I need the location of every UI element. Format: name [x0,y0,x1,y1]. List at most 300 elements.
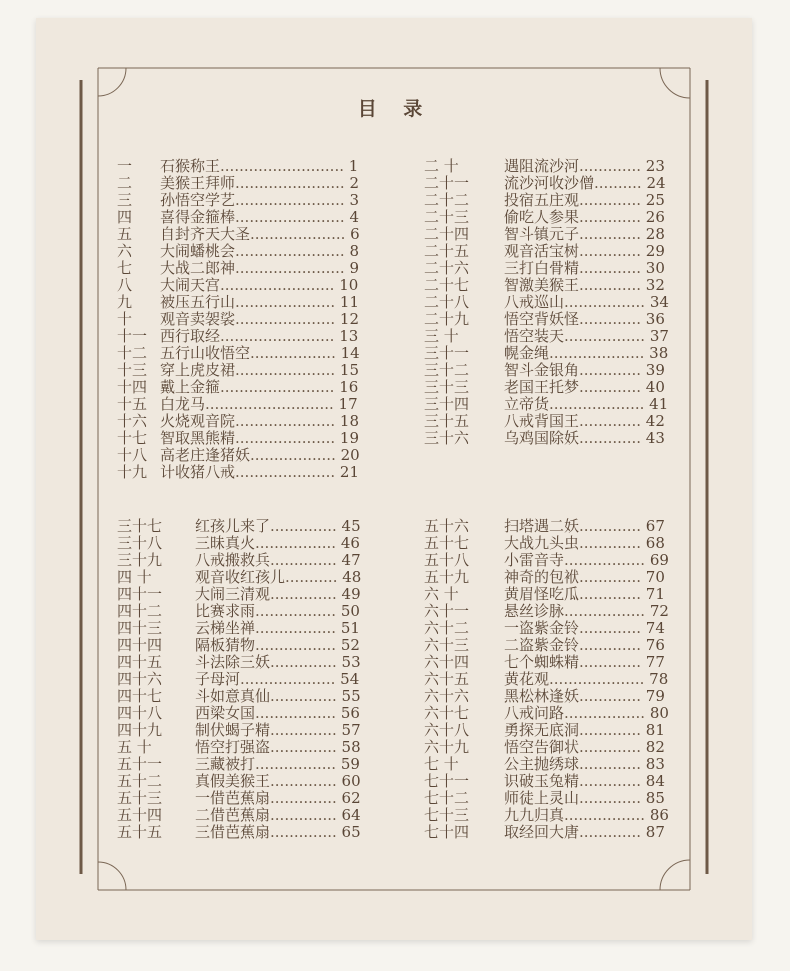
leader-dots: .............. [270,772,342,790]
page-number: 29 [645,242,665,260]
chapter-title: 大闹三清观 [195,585,271,603]
leader-dots: ..................... [235,463,340,481]
chapter-title: 斗如意真仙 [195,687,271,705]
chapter-number: 四十三 [117,619,163,637]
leader-dots: .............. [270,585,342,603]
leader-dots: ....................... [235,208,350,226]
toc-entry[interactable] [424,824,674,841]
chapter-title-with-page [504,535,665,552]
chapter-number: 三 [117,191,133,209]
page-number: 82 [645,738,665,756]
chapter-title-with-page [504,396,668,413]
page-number: 77 [645,653,665,671]
toc-entry[interactable] [424,637,674,654]
toc-entry[interactable] [424,311,674,328]
chapter-number: 四 [117,208,133,226]
chapter-number: 四十六 [117,670,163,688]
chapter-title-with-page [195,518,361,535]
toc-entry[interactable] [424,807,674,824]
leader-dots: ............. [579,687,646,705]
chapter-title-with-page [195,756,360,773]
page-title: 目 录 [357,98,433,120]
page-number: 49 [341,585,361,603]
chapter-number: 七十四 [424,823,470,841]
chapter-number: 五十八 [424,551,470,569]
leader-dots: .............. [270,738,342,756]
chapter-number: 三十七 [117,517,163,535]
leader-dots: ............. [579,721,646,739]
toc-entry[interactable] [117,535,367,552]
chapter-number: 五十七 [424,534,470,552]
chapter-number: 四 十 [117,568,152,586]
chapter-title: 美猴王拜师 [160,174,236,192]
leader-dots: ............. [579,157,646,175]
chapter-number: 二十三 [424,208,470,226]
toc-entry[interactable] [424,294,674,311]
toc-entry[interactable] [117,379,367,396]
toc-entry[interactable] [424,722,674,739]
chapter-title-with-page [195,637,360,654]
leader-dots: ................. [564,293,650,311]
toc-entry[interactable] [117,569,367,586]
leader-dots: ................. [564,806,650,824]
page-number: 58 [341,738,361,756]
page-number: 83 [645,755,665,773]
toc-entry[interactable] [117,807,367,824]
toc-entry[interactable] [117,552,367,569]
chapter-title-with-page [160,243,359,260]
leader-dots: ................. [255,636,341,654]
leader-dots: ................. [564,704,650,722]
page-number: 20 [340,446,360,464]
page-number: 12 [339,310,360,328]
chapter-title: 八戒巡山 [504,293,565,311]
chapter-title: 小雷音寺 [504,551,565,569]
leader-dots: ..................... [235,310,340,328]
toc-entry[interactable] [117,175,367,192]
page-number: 81 [645,721,665,739]
leader-dots: ............. [579,755,646,773]
chapter-number: 六十二 [424,619,470,637]
chapter-title: 七个蜘蛛精 [504,653,580,671]
chapter-title: 石猴称王 [160,157,221,175]
chapter-number: 三十九 [117,551,163,569]
leader-dots: ............. [579,636,646,654]
chapter-number: 五十五 [117,823,163,841]
leader-dots: ............. [579,378,646,396]
chapter-number: 四十七 [117,687,163,705]
page-number: 62 [341,789,361,807]
chapter-title-with-page [504,637,665,654]
toc-entry[interactable] [117,756,367,773]
chapter-number: 三十五 [424,412,470,430]
page-number: 72 [649,602,669,620]
page-number: 37 [649,327,669,345]
page-number: 71 [645,585,665,603]
leader-dots: ............. [579,789,646,807]
page-number: 59 [340,755,360,773]
page-number: 84 [645,772,665,790]
chapter-title: 被压五行山 [160,293,236,311]
chapter-number: 六 十 [424,585,459,603]
toc-entry[interactable] [424,328,674,345]
page-number: 15 [339,361,360,379]
chapter-title-with-page [504,328,669,345]
page-number: 4 [349,208,359,226]
chapter-title-with-page [195,790,361,807]
chapter-number: 十七 [117,429,148,447]
toc-entry[interactable] [424,671,674,688]
chapter-title: 悟空告御状 [504,738,580,756]
page-number: 3 [349,191,359,209]
toc-entry[interactable] [117,209,367,226]
leader-dots: ............. [579,429,646,447]
leader-dots: ............. [579,191,646,209]
chapter-title: 高老庄逢猪妖 [160,446,251,464]
page-number: 67 [645,517,665,535]
chapter-title-with-page [160,175,359,192]
leader-dots: ............. [579,208,646,226]
chapter-title-with-page [504,362,665,379]
chapter-title-with-page [504,518,665,535]
chapter-number: 十 [117,310,133,328]
toc-entry[interactable] [117,603,367,620]
toc-entry[interactable] [424,345,674,362]
toc-entry[interactable] [117,824,367,841]
leader-dots: .................... [250,225,351,243]
chapter-title-with-page [504,654,665,671]
leader-dots: ....................... [235,259,350,277]
chapter-number: 十二 [117,344,148,362]
chapter-title-with-page [504,226,665,243]
toc-entry[interactable] [424,603,674,620]
chapter-number: 二十八 [424,293,470,311]
chapter-title: 智取黑熊精 [160,429,236,447]
toc-entry[interactable] [424,379,674,396]
chapter-title: 白龙马 [160,395,206,413]
toc-entry[interactable] [117,654,367,671]
page-number: 68 [645,534,665,552]
chapter-title: 二盗紫金铃 [504,636,580,654]
chapter-number: 一 [117,157,133,175]
leader-dots: .................... [240,670,341,688]
page-number: 2 [349,174,359,192]
page-number: 48 [342,568,362,586]
chapter-title: 三藏被打 [195,755,256,773]
chapter-title: 一盗紫金铃 [504,619,580,637]
leader-dots: ............. [579,738,646,756]
page-number: 14 [340,344,360,362]
chapter-title-with-page [160,158,358,175]
chapter-title-with-page [504,586,665,603]
toc-entry[interactable] [424,209,674,226]
chapter-title: 隔板猜物 [195,636,256,654]
chapter-title: 悟空打强盗 [195,738,271,756]
chapter-number: 三 十 [424,327,459,345]
page-number: 55 [341,687,361,705]
page-number: 9 [349,259,359,277]
toc-entry[interactable] [117,773,367,790]
leader-dots: ............. [579,772,646,790]
chapter-title-with-page [195,688,361,705]
toc-entry[interactable] [117,226,367,243]
toc-entry[interactable] [117,243,367,260]
page-number: 69 [649,551,669,569]
chapter-title-with-page [504,807,669,824]
chapter-title: 悟空装天 [504,327,565,345]
toc-entry[interactable] [424,552,674,569]
toc-entry[interactable] [424,688,674,705]
toc-column [117,158,367,481]
toc-entry[interactable] [424,362,674,379]
page-number: 34 [649,293,669,311]
toc-entry[interactable] [424,396,674,413]
chapter-number: 五十二 [117,772,163,790]
chapter-title: 悬丝诊脉 [504,602,565,620]
chapter-number: 十三 [117,361,148,379]
chapter-title-with-page [195,654,361,671]
chapter-number: 三十四 [424,395,470,413]
toc-entry[interactable] [117,362,367,379]
chapter-number: 四十一 [117,585,163,603]
chapter-title-with-page [504,773,665,790]
toc-entry[interactable] [424,260,674,277]
chapter-title: 五行山收悟空 [160,344,251,362]
chapter-title: 八戒问路 [504,704,565,722]
toc-entry[interactable] [424,569,674,586]
chapter-number: 七 十 [424,755,459,773]
page-number: 26 [645,208,665,226]
chapter-title-with-page [160,345,360,362]
toc-entry[interactable] [424,705,674,722]
chapter-title: 大战二郎神 [160,259,236,277]
leader-dots: ............. [579,242,646,260]
chapter-title: 黑松林逢妖 [504,687,580,705]
page-number: 40 [645,378,665,396]
page-number: 87 [645,823,665,841]
leader-dots: ............. [579,585,646,603]
leader-dots: ............. [579,568,646,586]
toc-entry[interactable] [424,739,674,756]
chapter-number: 七 [117,259,133,277]
page-number: 78 [649,670,669,688]
chapter-title: 火烧观音院 [160,412,236,430]
toc-entry[interactable] [424,226,674,243]
leader-dots: ............. [579,653,646,671]
chapter-number: 六十八 [424,721,470,739]
page-number: 54 [340,670,360,688]
chapter-title: 幌金绳 [504,344,550,362]
leader-dots: .................... [549,344,650,362]
toc-entry[interactable] [424,654,674,671]
chapter-title-with-page [504,688,665,705]
chapter-number: 十四 [117,378,148,396]
page-number: 41 [649,395,669,413]
chapter-title: 制伏蝎子精 [195,721,271,739]
page-number: 17 [338,395,358,413]
toc-entry[interactable] [117,722,367,739]
chapter-number: 三十二 [424,361,470,379]
toc-entry[interactable] [117,413,367,430]
toc-entry[interactable] [117,260,367,277]
toc-entry[interactable] [424,243,674,260]
toc-entry[interactable] [424,175,674,192]
leader-dots: ................. [255,619,341,637]
toc-entry[interactable] [424,790,674,807]
leader-dots: ..................... [235,361,340,379]
chapter-number: 十六 [117,412,148,430]
leader-dots: ................. [255,602,341,620]
chapter-title: 黄花观 [504,670,550,688]
toc-entry[interactable] [424,773,674,790]
chapter-number: 五十三 [117,789,163,807]
chapter-title-with-page [195,552,361,569]
chapter-number: 三十一 [424,344,470,362]
toc-entry[interactable] [117,328,367,345]
toc-entry[interactable] [117,447,367,464]
chapter-title-with-page [504,277,665,294]
toc-entry[interactable] [117,637,367,654]
chapter-title: 喜得金箍棒 [160,208,236,226]
page-number: 51 [340,619,360,637]
page-number: 42 [645,412,665,430]
toc-entry[interactable] [424,430,674,447]
chapter-number: 七十二 [424,789,470,807]
toc-entry[interactable] [424,277,674,294]
chapter-title-with-page [504,552,669,569]
chapter-title-with-page [504,824,665,841]
page-number: 21 [339,463,360,481]
toc-entry[interactable] [117,430,367,447]
toc-entry[interactable] [117,192,367,209]
chapter-title-with-page [504,243,665,260]
toc-entry[interactable] [117,396,367,413]
chapter-number: 二 十 [424,157,459,175]
page-number: 24 [646,174,666,192]
toc-entry[interactable] [117,464,367,481]
chapter-title: 神奇的包袱 [504,568,580,586]
chapter-number: 四十四 [117,636,163,654]
toc-entry[interactable] [424,620,674,637]
leader-dots: ........................ [220,276,340,294]
toc-column [424,518,674,841]
chapter-title: 红孩儿来了 [195,517,271,535]
chapter-title-with-page [504,311,665,328]
chapter-title-with-page [504,430,665,447]
page-number: 53 [341,653,361,671]
toc-entry[interactable] [117,158,367,175]
leader-dots: .............. [270,653,342,671]
chapter-title: 师徒上灵山 [504,789,580,807]
chapter-title-with-page [504,192,665,209]
leader-dots: ............. [579,225,646,243]
chapter-title: 大战九头虫 [504,534,580,552]
chapter-number: 五十九 [424,568,470,586]
chapter-number: 四十二 [117,602,163,620]
page-number: 64 [341,806,361,824]
chapter-title: 二借芭蕉扇 [195,806,271,824]
toc-entry[interactable] [424,756,674,773]
toc-entry[interactable] [424,535,674,552]
toc-entry[interactable] [424,518,674,535]
chapter-title: 黄眉怪吃瓜 [504,585,580,603]
leader-dots: ........................... [205,395,339,413]
toc-entry[interactable] [117,345,367,362]
leader-dots: .......... [594,174,647,192]
chapter-title: 悟空背妖怪 [504,310,580,328]
chapter-title: 穿上虎皮裙 [160,361,236,379]
chapter-title: 投宿五庄观 [504,191,580,209]
chapter-number: 十五 [117,395,148,413]
chapter-title: 戴上金箍 [160,378,221,396]
chapter-number: 四十五 [117,653,163,671]
toc-entry[interactable] [117,739,367,756]
toc-entry[interactable] [117,620,367,637]
chapter-number: 六十六 [424,687,470,705]
chapter-title-with-page [160,447,360,464]
toc-entry[interactable] [117,705,367,722]
chapter-title-with-page [160,430,359,447]
chapter-number: 二十五 [424,242,470,260]
chapter-title-with-page [504,790,665,807]
page-number: 36 [645,310,665,328]
chapter-title: 智激美猴王 [504,276,580,294]
chapter-number: 四十八 [117,704,163,722]
toc-entry[interactable] [117,586,367,603]
toc-entry[interactable] [424,586,674,603]
chapter-number: 六 [117,242,133,260]
leader-dots: .................... [549,395,650,413]
toc-column [424,158,674,447]
page-number: 32 [645,276,665,294]
chapter-title-with-page [195,739,361,756]
chapter-title: 识破玉兔精 [504,772,580,790]
chapter-title-with-page [160,362,359,379]
leader-dots: ............. [579,619,646,637]
chapter-title-with-page [504,756,665,773]
page-number: 56 [340,704,360,722]
toc-entry[interactable] [117,790,367,807]
chapter-number: 六十九 [424,738,470,756]
page-number: 19 [339,429,360,447]
toc-entry[interactable] [117,311,367,328]
page-number: 45 [341,517,361,535]
toc-entry[interactable] [424,158,674,175]
toc-entry[interactable] [424,192,674,209]
leader-dots: ..................... [235,429,340,447]
leader-dots: .............. [270,789,342,807]
page-number: 39 [645,361,665,379]
toc-entry[interactable] [117,294,367,311]
chapter-title: 老国王托梦 [504,378,580,396]
chapter-title: 孙悟空学艺 [160,191,236,209]
leader-dots: ........................ [220,327,340,345]
leader-dots: .............. [270,551,342,569]
leader-dots: ..................... [235,412,340,430]
toc-entry[interactable] [117,277,367,294]
toc-entry[interactable] [424,413,674,430]
chapter-number: 九 [117,293,133,311]
chapter-number: 二十一 [424,174,470,192]
chapter-title: 自封齐天大圣 [160,225,251,243]
chapter-title-with-page [195,620,360,637]
page-number: 65 [341,823,361,841]
toc-entry[interactable] [117,688,367,705]
leader-dots: ............. [579,412,646,430]
chapter-title: 观音活宝树 [504,242,580,260]
toc-entry[interactable] [117,518,367,535]
toc-entry[interactable] [117,671,367,688]
